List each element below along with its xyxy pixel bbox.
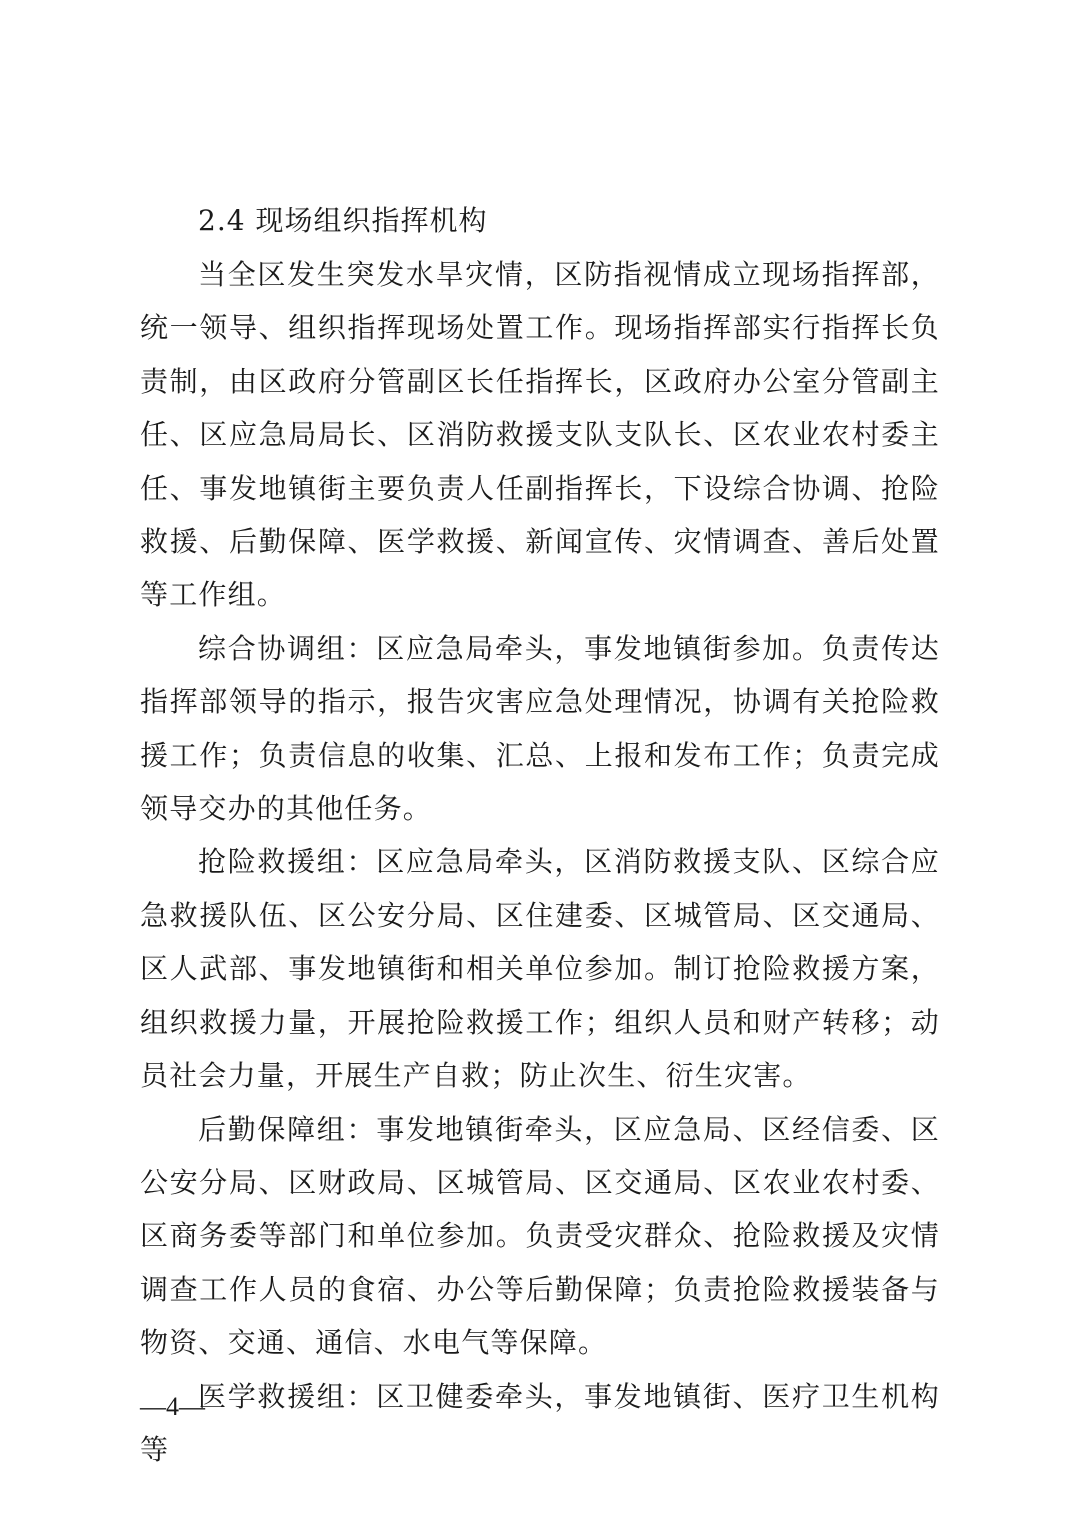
section-number: 2.4: [198, 204, 246, 237]
section-heading: [198, 194, 940, 248]
section-title: 现场组织指挥机构: [255, 204, 488, 237]
paragraph-medical-group: 医学救援组：区卫健委牵头，事发地镇街、医疗卫生机构等: [140, 1379, 940, 1466]
paragraph-rescue-group: 抢险救援组：区应急局牵头，区消防救援支队、区综合应急救援队伍、区公安分局、区住建委、区城管局、区交通局、区人武部、事发地镇街和相关单位参加。制订抢险救援方案，组织救援力量，开展抢险救援工作；组织人员和财产转移；动员社会力量，开展生产自救；防止次生、衍生灾害。: [140, 845, 940, 1093]
paragraph-overview: 当全区发生突发水旱灾情，区防指视情成立现场指挥部，统一领导、组织指挥现场处置工作。现场指挥部实行指挥长负责制，由区政府分管副区长任指挥长，区政府办公室分管副主任、区应急局局长、区消防救援支队支队长、区农业农村委主任、事发地镇街主要负责人任副指挥长，下设综合协调、抢险救援、后勤保障、医学救援、新闻宣传、灾情调查、善后处置等工作组。: [140, 258, 940, 612]
paragraph-logistics-group: 后勤保障组：事发地镇街牵头，区应急局、区经信委、区公安分局、区财政局、区城管局、区交通局、区农业农村委、区商务委等部门和单位参加。负责受灾群众、抢险救援及灾情调查工作人员的食宿、办公等后勤保障；负责抢险救援装备与物资、交通、通信、水电气等保障。: [140, 1112, 940, 1360]
paragraph-coordination-group: 综合协调组：区应急局牵头，事发地镇街参加。负责传达指挥部领导的指示，报告灾害应急处理情况，协调有关抢险救援工作；负责信息的收集、汇总、上报和发布工作；负责完成领导交办的其他任务。: [140, 631, 940, 826]
document-body: [140, 194, 940, 1476]
page-number: —4—: [140, 1392, 205, 1421]
